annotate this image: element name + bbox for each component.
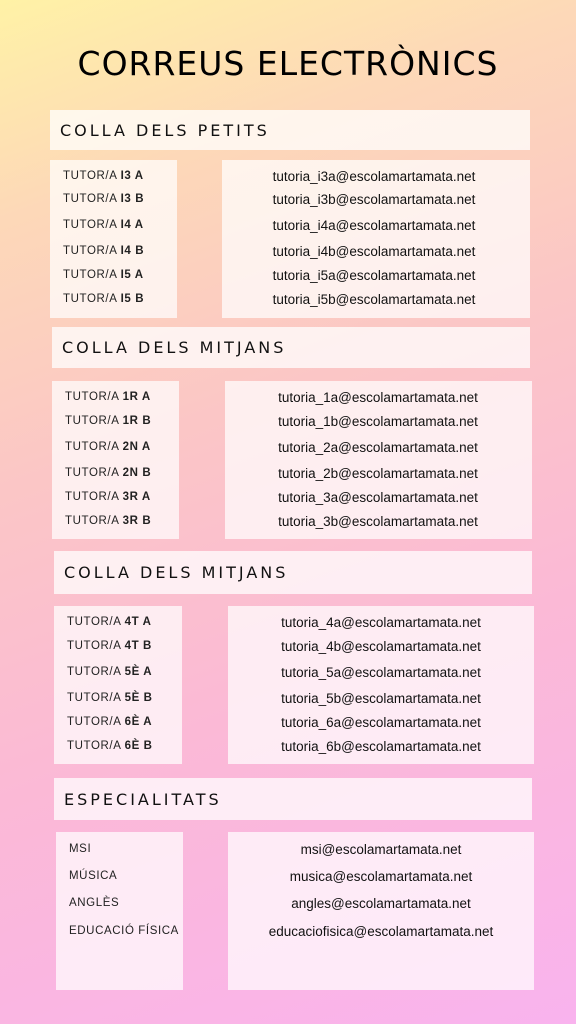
section-heading: COLLA DELS MITJANS [54, 551, 532, 594]
label-prefix: TUTOR/A [63, 219, 117, 231]
label-prefix: MÚSICA [69, 870, 118, 882]
class-code: 4T A [124, 616, 152, 628]
row-label [69, 925, 179, 937]
row-label [65, 391, 151, 403]
email-address[interactable]: tutoria_3b@escolamartamata.net [278, 514, 478, 529]
label-panel [56, 832, 183, 990]
row-label [63, 245, 144, 257]
label-prefix: TUTOR/A [65, 441, 119, 453]
label-prefix: TUTOR/A [65, 491, 119, 503]
section-heading: COLLA DELS PETITS [50, 110, 530, 150]
class-code: 1R A [122, 391, 151, 403]
section-heading: COLLA DELS MITJANS [52, 327, 530, 368]
row-label [65, 441, 151, 453]
email-address[interactable]: tutoria_i4b@escolamartamata.net [272, 244, 476, 259]
row-label [65, 515, 151, 527]
class-code: 3R A [122, 491, 151, 503]
email-address[interactable]: tutoria_6a@escolamartamata.net [281, 715, 481, 730]
email-address[interactable]: tutoria_1a@escolamartamata.net [278, 390, 478, 405]
class-code: 6È A [124, 716, 153, 728]
email-address[interactable]: tutoria_3a@escolamartamata.net [278, 490, 478, 505]
row-label [63, 293, 144, 305]
email-address[interactable]: tutoria_6b@escolamartamata.net [281, 739, 481, 754]
row-label [63, 170, 144, 182]
row-label [69, 897, 119, 909]
class-code: I3 B [120, 193, 145, 205]
row-label [69, 843, 91, 855]
class-code: I4 B [120, 245, 145, 257]
label-prefix: TUTOR/A [65, 415, 119, 427]
row-label [67, 716, 152, 728]
row-label [63, 269, 144, 281]
class-code: 2N B [122, 467, 152, 479]
email-address[interactable]: educaciofisica@escolamartamata.net [268, 924, 494, 939]
label-prefix: TUTOR/A [67, 616, 121, 628]
page-title: CORREUS ELECTRÒNICS [77, 44, 499, 83]
label-prefix: TUTOR/A [67, 666, 121, 678]
class-code: 1R B [122, 415, 152, 427]
label-prefix: TUTOR/A [65, 467, 119, 479]
email-address[interactable]: musica@escolamartamata.net [289, 869, 473, 884]
label-prefix: TUTOR/A [67, 640, 121, 652]
class-code: I4 A [120, 219, 144, 231]
email-address[interactable]: angles@escolamartamata.net [291, 896, 471, 911]
label-prefix: TUTOR/A [63, 293, 117, 305]
class-code: I5 A [120, 269, 144, 281]
row-label [63, 219, 144, 231]
label-prefix: TUTOR/A [63, 269, 117, 281]
label-prefix: TUTOR/A [67, 740, 121, 752]
class-code: I3 A [120, 170, 144, 182]
label-prefix: MSI [69, 843, 92, 855]
label-prefix: TUTOR/A [63, 170, 117, 182]
label-prefix: ANGLÈS [69, 897, 120, 909]
section-heading: ESPECIALITATS [54, 778, 532, 820]
label-prefix: TUTOR/A [63, 245, 117, 257]
row-label [63, 193, 144, 205]
label-prefix: TUTOR/A [65, 515, 119, 527]
class-code: 6È B [124, 740, 153, 752]
row-label [67, 640, 152, 652]
row-label [69, 870, 117, 882]
email-address[interactable]: tutoria_i3a@escolamartamata.net [272, 169, 476, 184]
label-prefix: TUTOR/A [67, 692, 121, 704]
class-code: 3R B [122, 515, 152, 527]
email-address[interactable]: tutoria_i5b@escolamartamata.net [272, 292, 476, 307]
row-label [65, 491, 151, 503]
row-label [65, 467, 151, 479]
label-prefix: TUTOR/A [65, 391, 119, 403]
row-label [67, 616, 152, 628]
class-code: 5È B [124, 692, 153, 704]
email-address[interactable]: tutoria_i4a@escolamartamata.net [272, 218, 476, 233]
row-label [67, 692, 153, 704]
email-address[interactable]: tutoria_i3b@escolamartamata.net [272, 192, 476, 207]
class-code: 5È A [124, 666, 153, 678]
class-code: 4T B [124, 640, 152, 652]
email-address[interactable]: tutoria_5b@escolamartamata.net [281, 691, 481, 706]
email-address[interactable]: tutoria_5a@escolamartamata.net [281, 665, 481, 680]
email-address[interactable]: tutoria_4b@escolamartamata.net [281, 639, 481, 654]
label-prefix: TUTOR/A [63, 193, 117, 205]
email-address[interactable]: tutoria_i5a@escolamartamata.net [272, 268, 476, 283]
label-prefix: EDUCACIÓ FÍSICA [69, 925, 179, 937]
email-address[interactable]: tutoria_1b@escolamartamata.net [278, 414, 478, 429]
email-address[interactable]: tutoria_2a@escolamartamata.net [278, 440, 478, 455]
email-address[interactable]: tutoria_2b@escolamartamata.net [278, 466, 478, 481]
row-label [67, 740, 153, 752]
email-address[interactable]: tutoria_4a@escolamartamata.net [281, 615, 481, 630]
class-code: I5 B [120, 293, 145, 305]
class-code: 2N A [122, 441, 151, 453]
row-label [65, 415, 151, 427]
email-address[interactable]: msi@escolamartamata.net [300, 842, 462, 857]
row-label [67, 666, 152, 678]
label-prefix: TUTOR/A [67, 716, 121, 728]
